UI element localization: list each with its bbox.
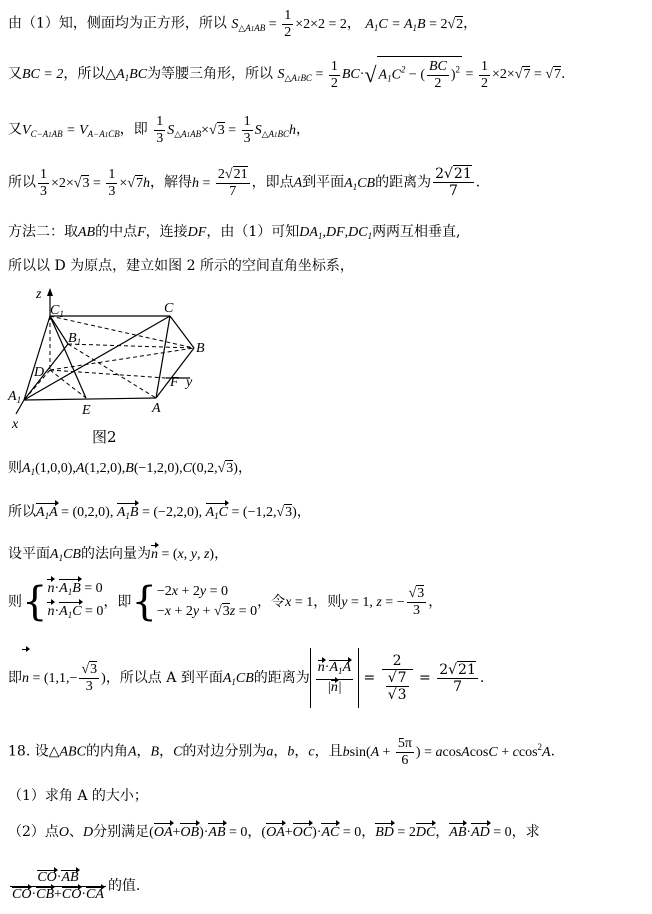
label-c1: $C_1$ <box>50 303 64 319</box>
label-b: B <box>196 341 205 356</box>
figure-caption: 图2 <box>92 428 117 446</box>
solution-line-2: 又BC = 2，所以$\triangle A_1BC$为等腰三角形，所以 $S_{\triangle A1BC}$ = $\frac{1}{2}$ BC·√ $A_1C^2$ − ( $\frac{BC}{2}$ )$^2$ = $\frac{1}{2}$ ×2×√7 = √7. <box>8 56 646 94</box>
label-d: D <box>34 365 45 380</box>
solution-line-5: 方法二：取AB的中点F，连接DF，由（1）可知$DA_1,DF,DC_1$两两互相垂直, <box>8 224 461 241</box>
label-c: C <box>164 301 174 316</box>
formula-a1c: $A_1C = A_1B = 2√2$ <box>365 16 464 33</box>
solution-line-3: 又$V_{C-A1AB} = V_{A-A1CB}$，即 $\frac{1}{3}$ $S_{\triangle A1AB}\times√3$ = $\frac{1}{3}$ $S_{\triangle A1BC}h$， <box>8 114 311 146</box>
label-z: z <box>36 287 42 302</box>
solution-line-7: 则$A_1(1,0,0),A(1,2,0),B(-1,2,0),C(0,2,√3)$， <box>8 460 252 477</box>
question-18-part-2: （2）点O、D分别满足(OA+OB)·AB = 0，(OA+OC)·AC = 0，BD = 2DC，AB·AD = 0，求 <box>8 822 646 843</box>
solution-line-10: 则{$n\cdot A_1B = 0$ $n\cdot A_1C = 0$，即{−2x + 2y = 0 −x + 2y + √3z = 0，令x = 1，则y = 1, z = − $\frac{√3}{3}$ ， <box>8 579 443 625</box>
question-18-part-1: （1）求角 A 的大小； <box>8 788 148 804</box>
figure-2 <box>6 282 216 450</box>
solution-line-4: 所以 $\frac{1}{3}$ ×2×√3 = $\frac{1}{3}$ ×√7h，解得h = $\frac{2√21}{7}$ ，即点A到平面$A_1CB$的距离为 $\frac{2√21}{7}$ . <box>8 166 481 199</box>
solution-line-9: 设平面$A_1CB$的法向量为n = (x, y, z)， <box>8 546 229 563</box>
solution-line-8: 所以$A_1A = (0,2,0)$, $A_1B = (-2,2,0)$, $A_1C = (-1,2,√3)$， <box>8 502 646 526</box>
label-f: F <box>170 375 179 390</box>
formula-area: $S_{\triangle A1AB}$ = $\frac{1}{2}$ ×2×2 = 2 <box>231 8 347 40</box>
formula-area-2: $S_{\triangle A1BC}$ = $\frac{1}{2}$ BC·√ $A_1C^2$ − ( $\frac{BC}{2}$ )$^2$ = $\frac{1}{2}$ ×2×√7 = √7 <box>278 67 562 82</box>
solution-line-11: 即n = (1,1,− $\frac{√3}{3}$ )，所以点 A 到平面$A_1CB$的距离为 $\frac{n\cdot A_1A}{|n|}$ = $\frac{2}{\frac{√7}{√3}}$ = $\frac{2√21}{7}$ . <box>8 648 646 712</box>
label-e: E <box>82 403 91 418</box>
label-a: A <box>152 401 161 416</box>
solution-line-6: 所以以 D 为原点，建立如图 2 所示的空间直角坐标系， <box>8 258 354 274</box>
question-18-part-2-expression: $\frac{CO\cdot AB}{CO\cdot CB+CO\cdot CA}$ 的值. <box>12 869 141 902</box>
question-18: 18. 设△ABC的内角A，B，C的对边分别为a，b，c，且bsin(A + $\frac{5\pi}{6}$ ) = acosAcosC + ccos$^2$A. <box>8 736 556 768</box>
label-b1: $B_1$ <box>68 331 82 347</box>
solution-line-1: 由（1）知，侧面均为正方形，所以 $S_{\triangle A1AB}$ = $\frac{1}{2}$ ×2×2 = 2， $A_1C = A_1B = 2√2$， <box>8 8 478 40</box>
label-x: x <box>12 417 19 432</box>
label-y: y <box>186 375 193 390</box>
label-a1: $A_1$ <box>8 389 22 405</box>
